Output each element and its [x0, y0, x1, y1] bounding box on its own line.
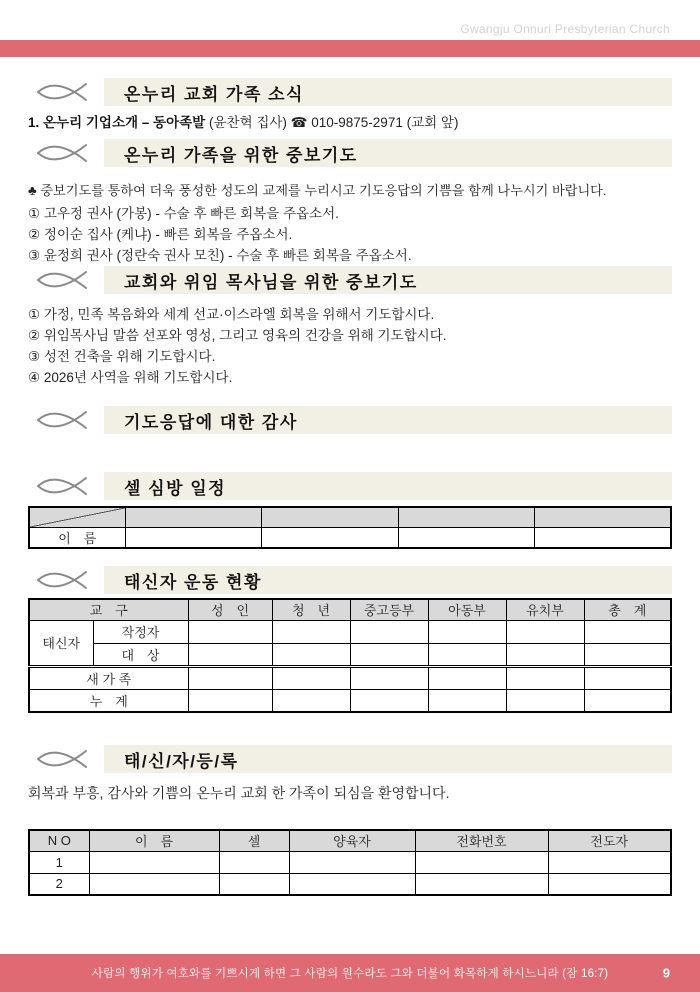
- table-row: [29, 666, 671, 689]
- empty-cell: [584, 643, 671, 666]
- family-news-item-bold: 1. 온누리 기업소개 – 동아족발: [28, 115, 206, 130]
- empty-cell: [289, 851, 415, 873]
- column-header: 셀: [219, 830, 289, 851]
- empty-cell: [125, 527, 262, 548]
- empty-cell: [415, 851, 548, 873]
- column-header: 양육자: [289, 830, 415, 851]
- empty-cell: [428, 643, 506, 666]
- ichthys-fish-icon: [36, 268, 90, 292]
- section-header-family-prayer: [28, 139, 672, 167]
- family-prayer-intro: ♣ 중보기도를 통하여 더욱 풍성한 성도의 교제를 누리시고 기도응답의 기쁨을 함께 나누시기 바랍니다.: [28, 183, 607, 198]
- column-header: 청 년: [272, 599, 350, 620]
- empty-cell: [272, 666, 350, 689]
- prayer-item: ④ 2026년 사역을 위해 기도합시다.: [28, 370, 233, 385]
- footer-verse: 사람의 행위가 여호와를 기쁘시게 하면 그 사람의 원수라도 그와 더불어 화목하게 하시느니라 (잠 16:7): [91, 968, 609, 980]
- ichthys-fish-icon: [36, 747, 90, 771]
- diagonal-header-cell: [29, 507, 125, 527]
- section-title: 교회와 위임 목사님을 위한 중보기도: [104, 266, 672, 294]
- column-header: 유치부: [506, 599, 584, 620]
- empty-cell: [272, 620, 350, 643]
- empty-cell: [506, 620, 584, 643]
- ichthys-fish-icon: [36, 474, 90, 498]
- taesinja-table-wrap: [28, 598, 672, 713]
- empty-cell: [125, 507, 262, 527]
- section-header-registration: [28, 745, 672, 773]
- column-header: N O: [29, 830, 89, 851]
- prayer-item: ① 가정, 민족 복음화와 세계 선교·이스라엘 회복을 위해서 기도합시다.: [28, 307, 435, 322]
- table-row: [29, 689, 671, 712]
- footer-bar: [0, 954, 700, 992]
- empty-cell: [219, 873, 289, 895]
- ichthys-fish-icon: [36, 408, 90, 432]
- family-news-item: [28, 114, 672, 132]
- row-group-label: 태신자: [29, 620, 93, 666]
- column-header: 중고등부: [350, 599, 428, 620]
- table-header-row: [29, 599, 671, 620]
- empty-cell: [506, 666, 584, 689]
- cell-visit-table: [28, 506, 672, 549]
- table-row: [29, 527, 671, 548]
- empty-cell: [428, 666, 506, 689]
- empty-cell: [289, 873, 415, 895]
- empty-cell: [535, 507, 672, 527]
- table-row: [29, 851, 671, 873]
- row-number: 2: [29, 873, 89, 895]
- row-number: 1: [29, 851, 89, 873]
- section-title: 온누리 가족을 위한 중보기도: [104, 139, 672, 167]
- prayer-item: ② 위임목사님 말씀 선포와 영성, 그리고 영육의 건강을 위해 기도합시다.: [28, 328, 447, 343]
- row-label: 누 계: [29, 689, 188, 712]
- empty-cell: [89, 873, 219, 895]
- table-header-row: [29, 830, 671, 851]
- table-row: [29, 507, 671, 527]
- empty-cell: [89, 851, 219, 873]
- empty-cell: [535, 527, 672, 548]
- empty-cell: [350, 689, 428, 712]
- section-header-family-news: [28, 78, 672, 106]
- empty-cell: [262, 507, 399, 527]
- ichthys-fish-icon: [36, 80, 90, 104]
- table-row: [29, 643, 671, 666]
- empty-cell: [398, 507, 535, 527]
- prayer-item: ③ 성전 건축을 위해 기도합시다.: [28, 349, 216, 364]
- cell-visit-table-wrap: [28, 506, 672, 549]
- empty-cell: [262, 527, 399, 548]
- section-title: 기도응답에 대한 감사: [104, 406, 672, 434]
- page-number: 9: [662, 965, 670, 981]
- section-header-church-prayer: [28, 266, 672, 294]
- church-brand-text: Gwangju Onnuri Presbyterian Church: [460, 22, 670, 36]
- empty-cell: [584, 689, 671, 712]
- empty-cell: [548, 873, 671, 895]
- empty-cell: [272, 643, 350, 666]
- section-title: 셀 심방 일정: [104, 472, 672, 500]
- section-header-taesinja: [28, 566, 672, 594]
- column-header: 총 계: [584, 599, 671, 620]
- church-prayer-list: [28, 304, 672, 388]
- ichthys-fish-icon: [36, 568, 90, 592]
- top-accent-bar: [0, 40, 700, 57]
- empty-cell: [584, 666, 671, 689]
- empty-cell: [350, 643, 428, 666]
- empty-cell: [398, 527, 535, 548]
- column-header: 아동부: [428, 599, 506, 620]
- column-header: 성 인: [188, 599, 272, 620]
- prayer-item: ① 고우정 권사 (가봉) - 수술 후 빠른 회복을 주옵소서.: [28, 206, 339, 221]
- empty-cell: [219, 851, 289, 873]
- column-header: 전화번호: [415, 830, 548, 851]
- section-title: 태신자 운동 현황: [104, 566, 672, 594]
- empty-cell: [584, 620, 671, 643]
- empty-cell: [188, 666, 272, 689]
- empty-cell: [350, 620, 428, 643]
- empty-cell: [428, 620, 506, 643]
- taesinja-table: [28, 598, 672, 713]
- empty-cell: [272, 689, 350, 712]
- section-title: 온누리 교회 가족 소식: [104, 78, 672, 106]
- registration-table-wrap: [28, 829, 672, 896]
- name-row-label: 이 름: [29, 527, 125, 548]
- empty-cell: [188, 620, 272, 643]
- row-label: 대 상: [93, 643, 188, 666]
- table-row: [29, 873, 671, 895]
- section-header-cell-visit: [28, 472, 672, 500]
- table-row: [29, 620, 671, 643]
- empty-cell: [350, 666, 428, 689]
- empty-cell: [428, 689, 506, 712]
- section-header-thanksgiving: [28, 406, 672, 434]
- empty-cell: [415, 873, 548, 895]
- empty-cell: [188, 643, 272, 666]
- column-header: 전도자: [548, 830, 671, 851]
- empty-cell: [506, 643, 584, 666]
- registration-table: [28, 829, 672, 896]
- section-title: 태/신/자/등/록: [104, 745, 672, 773]
- empty-cell: [548, 851, 671, 873]
- registration-welcome-text: 회복과 부흥, 감사와 기쁨의 온누리 교회 한 가족이 되심을 환영합니다.: [28, 785, 450, 801]
- family-prayer-list: [28, 203, 672, 266]
- ichthys-fish-icon: [36, 141, 90, 165]
- prayer-item: ③ 윤정희 권사 (정란숙 권사 모친) - 수술 후 빠른 회복을 주옵소서.: [28, 248, 412, 263]
- column-header: 교 구: [29, 599, 188, 620]
- empty-cell: [506, 689, 584, 712]
- column-header: 이 름: [89, 830, 219, 851]
- empty-cell: [188, 689, 272, 712]
- prayer-item: ② 정이순 집사 (케냐) - 빠른 회복을 주옵소서.: [28, 227, 293, 242]
- family-news-item-rest: (윤찬혁 집사) ☎ 010-9875-2971 (교회 앞): [205, 115, 459, 130]
- row-label: 새 가 족: [29, 666, 188, 689]
- row-label: 작정자: [93, 620, 188, 643]
